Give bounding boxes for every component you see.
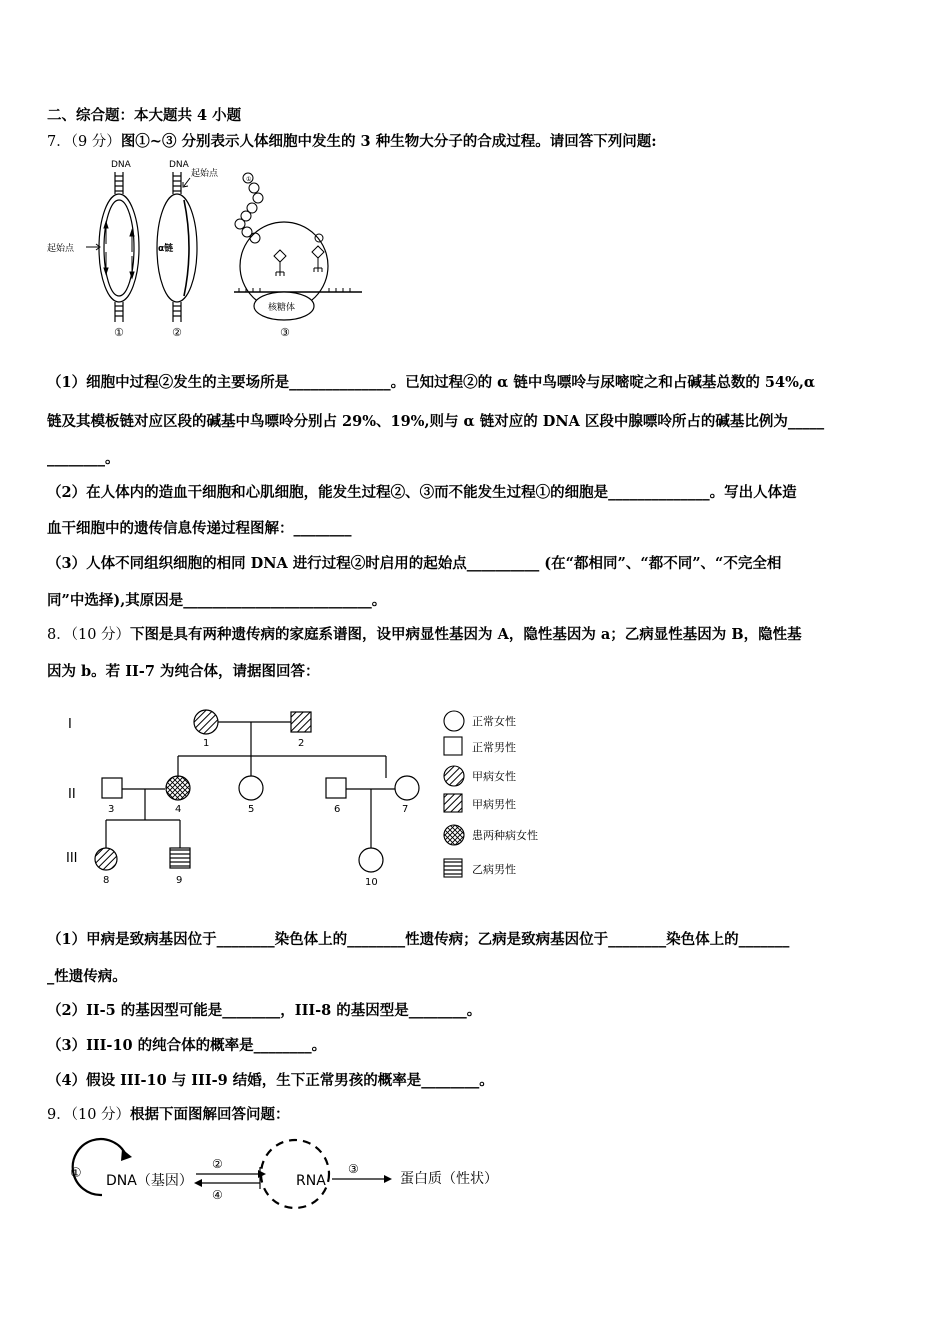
- q8-part1-line1: （1）甲病是致病基因位于________染色体上的________性遗传病；乙病是致病基因位于________染色体上的_______: [47, 931, 790, 948]
- q7-number: 7．（9 分）: [47, 134, 121, 150]
- q7-part1-line2: 链及其模板链对应区段的碱基中鸟嘌呤分别占 29%、19%,则与 α 链对应的 DNA 区段中腺嘌呤所占的碱基比例为_____: [47, 413, 825, 430]
- q7-part2-line1: （2）在人体内的造血干细胞和心肌细胞，能发生过程②、③而不能发生过程①的细胞是______________。写出人体造: [47, 484, 797, 501]
- q8-stem-line1: [47, 623, 802, 644]
- legend-both-female: 患两种病女性: [472, 829, 538, 842]
- polypeptide-chain: [235, 173, 263, 243]
- legend-jia-female: 甲病女性: [472, 770, 516, 783]
- q7-fig-alpha: α链: [158, 244, 174, 254]
- q7-figure: [44, 156, 364, 342]
- svg-text:6: 6: [334, 804, 341, 815]
- legend-yi-male-symbol: [444, 859, 462, 877]
- pedigree-8-affected-female: [95, 848, 117, 870]
- q9-circle-1: ①: [70, 1166, 82, 1181]
- svg-text:9: 9: [176, 875, 183, 886]
- svg-text:7: 7: [402, 804, 409, 815]
- gen-label-1: I: [68, 717, 72, 732]
- q8-part2: （2）II-5 的基因型可能是________，III-8 的基因型是________。: [47, 1002, 482, 1019]
- q8-part4: （4）假设 III-10 与 III-9 结婚，生下正常男孩的概率是________。: [47, 1072, 494, 1089]
- legend-yi-male: 乙病男性: [472, 863, 516, 876]
- q8-part1-line2: _性遗传病。: [47, 968, 127, 985]
- q9-stem-line: [47, 1103, 290, 1124]
- q8-stem-line2: 因为 b。若 II-7 为纯合体，请据图回答：: [47, 663, 320, 680]
- chain-start-mark: ①: [246, 176, 252, 183]
- q9-stem: 根据下面图解回答问题：: [130, 1106, 290, 1123]
- pedigree-4-both-diseases-female: [166, 776, 190, 800]
- q7-part1-line1: （1）细胞中过程②发生的主要场所是______________。已知过程②的 α 链中鸟嘌呤与尿嘧啶之和占碱基总数的 54%,α: [47, 374, 816, 391]
- q9-number: 9．（10 分）: [47, 1107, 131, 1123]
- origin-arrow-left: [86, 244, 100, 250]
- q7-fig-ribosome: 核糖体: [268, 303, 296, 313]
- q9-circle-2: ②: [212, 1157, 223, 1171]
- q9-circle-3: ③: [348, 1162, 359, 1176]
- legend-both-female-symbol: [444, 825, 464, 845]
- svg-text:8: 8: [103, 875, 110, 886]
- q7-fig-num-2: ②: [172, 326, 182, 339]
- q8-number: 8．（10 分）: [47, 627, 131, 643]
- legend-normal-male-symbol: [444, 737, 462, 755]
- origin-arrow-top: [183, 178, 190, 187]
- legend-normal-male: 正常男性: [472, 741, 516, 754]
- q8-pedigree-figure: [60, 700, 580, 895]
- svg-text:3: 3: [108, 804, 115, 815]
- q7-fig-num-3: ③: [280, 326, 290, 339]
- replication-arrows: [104, 222, 134, 278]
- section-title: 二、综合题：本大题共 4 小题: [47, 107, 242, 124]
- q7-part1-line3: ________。: [47, 450, 120, 467]
- q7-fig-dna-label-1: DNA: [111, 160, 131, 170]
- pedigree-1-affected-female: [194, 710, 218, 734]
- pedigree-2-affected-male: [291, 712, 311, 732]
- gen-label-3: III: [66, 851, 78, 866]
- q7-stem: 图①~③ 分别表示人体细胞中发生的 3 种生物大分子的合成过程。请回答下列问题:: [120, 133, 657, 150]
- svg-text:2: 2: [298, 738, 305, 749]
- q7-fig-origin-left: 起始点: [47, 244, 75, 254]
- pedigree-3-normal-male: [102, 778, 122, 798]
- svg-text:5: 5: [248, 804, 255, 815]
- legend-jia-male: 甲病男性: [472, 798, 516, 811]
- q7-part3-line1: （3）人体不同组织细胞的相同 DNA 进行过程②时启用的起始点__________ (在“都相同”、“都不同”、“不完全相: [47, 555, 782, 572]
- svg-text:1: 1: [203, 738, 210, 749]
- pedigree-5-normal-female: [239, 776, 263, 800]
- q7-part2-line2: 血干细胞中的遗传信息传递过程图解：________: [47, 520, 352, 537]
- q9-central-dogma-figure: [60, 1133, 520, 1213]
- pedigree-7-normal-female: [395, 776, 419, 800]
- legend-jia-female-symbol: [444, 766, 464, 786]
- gen-label-2: II: [68, 787, 76, 802]
- svg-text:4: 4: [175, 804, 182, 815]
- q7-part3-line2: 同”中选择),其原因是__________________________。: [47, 592, 387, 609]
- legend-jia-male-symbol: [444, 794, 462, 812]
- q7-fig-origin-top: 起始点: [191, 169, 219, 179]
- trna-molecules: [274, 234, 324, 276]
- legend-normal-female: 正常女性: [472, 715, 516, 728]
- pedigree-9-yi-male: [170, 848, 190, 868]
- q9-circle-4: ④: [212, 1188, 223, 1202]
- svg-text:10: 10: [365, 877, 378, 888]
- q9-dna: DNA（基因）: [106, 1173, 193, 1189]
- q7-stem-line: [47, 130, 657, 151]
- legend-normal-female-symbol: [444, 711, 464, 731]
- replication-bubble: [99, 194, 139, 302]
- pedigree-6-normal-male: [326, 778, 346, 798]
- q8-stem-a: 下图是具有两种遗传病的家庭系谱图，设甲病显性基因为 A，隐性基因为 a；乙病显性基因为 B，隐性基: [130, 626, 802, 643]
- pedigree-10-normal-female: [359, 848, 383, 872]
- q9-protein: 蛋白质（性状）: [400, 1171, 498, 1187]
- q9-rna: RNA: [296, 1173, 326, 1189]
- replication-loop-arrowhead: [121, 1149, 132, 1161]
- q7-fig-dna-label-2: DNA: [169, 160, 189, 170]
- pedigree-legend: [444, 711, 538, 877]
- q8-part3: （3）III-10 的纯合体的概率是________。: [47, 1037, 327, 1054]
- q7-fig-num-1: ①: [114, 326, 124, 339]
